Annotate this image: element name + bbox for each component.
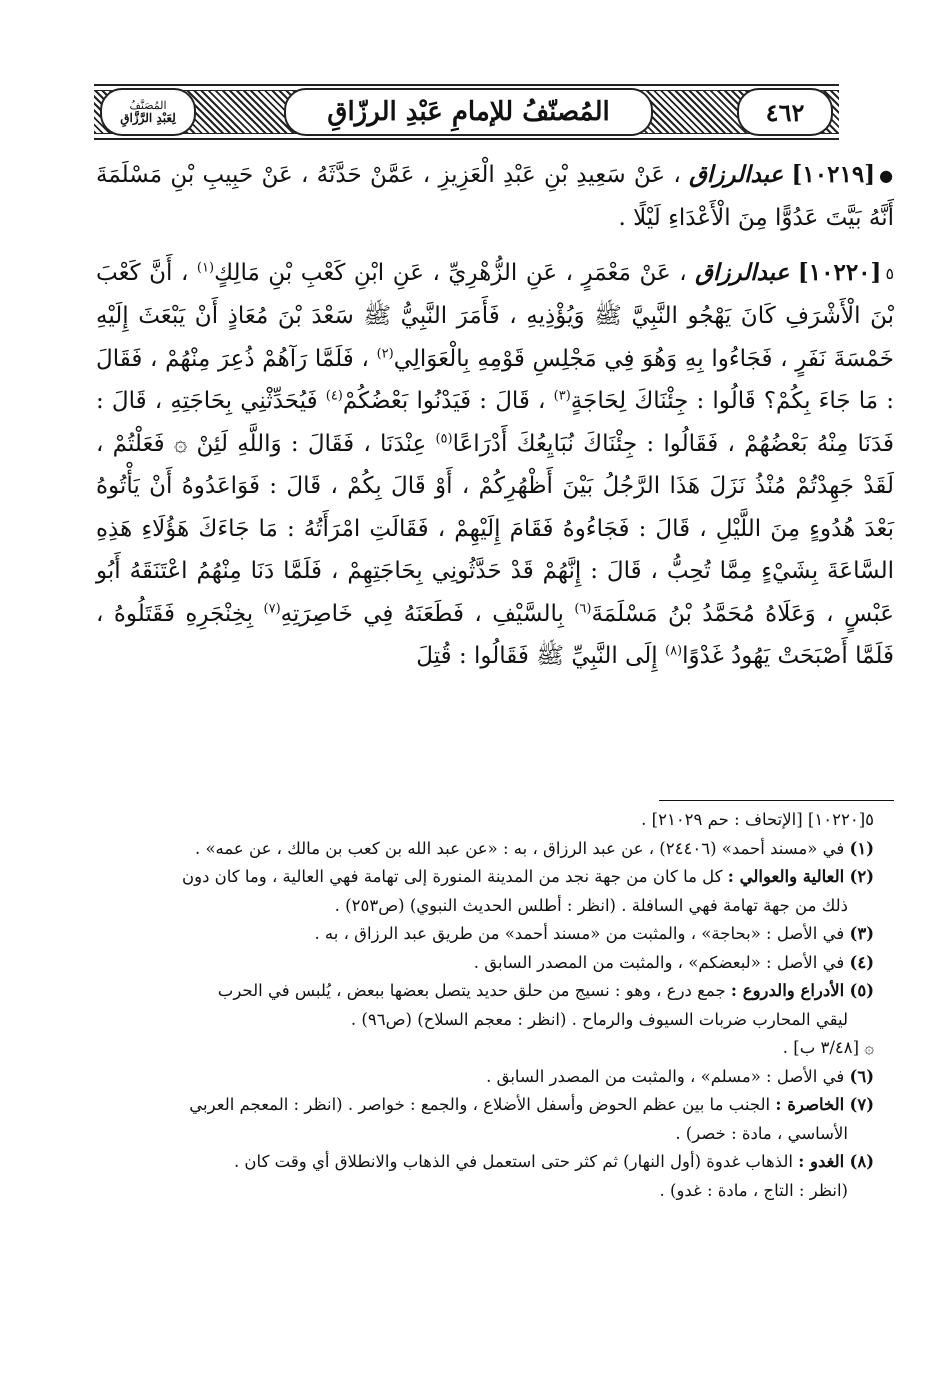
folio-reference: ۞ [٣/٤٨ ب] . [782,1038,874,1057]
book-logo [100,88,196,136]
footnote-number: (٦) [849,1066,874,1086]
footnote-text: في الأصل : «لبعضكم» ، والمثبت من المصدر السابق . [473,952,845,972]
footnote-text: الذهاب غدوة (أول النهار) ثم كثر حتى استعمل في الذهاب والانطلاق أي وقت كان . [233,1152,793,1171]
footnote-text: الجنب ما بين عظم الحوض وأسفل الأضلاع ، والجمع : خواصر . (انظر : المعجم العربي [189,1095,771,1114]
hadith-author: عبدالرزاق [695,258,790,286]
footnote-number: (٨) [849,1152,874,1171]
page-number: ٤٦٢ [765,97,805,127]
footnote-ref[interactable]: (٢) [376,345,394,361]
hadith-number: [١٠٢٢٠] [797,258,882,286]
hadith-segment: بِالسَّيْفِ ، فَطَعَنَهُ فِي خَاصِرَتِهِ [280,600,564,627]
hadith-segment: ، قَالَ : فَيَدْنُوا بَعْضُكُمْ [342,388,546,414]
footnote-1 [96,835,874,864]
page-header [94,84,839,140]
footnote-text: في «مسند أحمد» (٢٤٤٠٦) ، عن عبد الرزاق ، به : «عن عبد الله بن كعب بن مالك ، عن عمه» . [194,838,845,858]
main-text [96,154,894,678]
footnote-2 [96,863,874,892]
hadith-marker: ● [879,165,895,185]
hadith-number: [١٠٢١٩] [791,161,876,188]
footnote-ref[interactable]: (٣) [553,388,571,404]
footnote-5 [96,977,874,1006]
footnotes [96,806,874,1205]
footnote-number: (٤) [849,952,874,972]
hadith-author: عبدالرزاق [689,161,784,188]
footnote-5-cont: ليقي المحارب ضربات السيوف والرماح . (انظر : معجم السلاح) (ص٩٦) . [350,1009,848,1029]
footnote-number: (٣) [849,924,874,943]
title-cartouche [284,88,653,136]
hadith-10219 [96,154,894,240]
footnote-number: (٥) [849,981,874,1000]
footnote-8 [96,1148,874,1177]
footnote-label: الخاصرة : [775,1095,845,1114]
footnote-label: الغدو : [798,1152,845,1171]
footnote-number: (٢) [849,867,874,886]
footnote-ref[interactable]: (٧) [263,600,281,616]
book-title: المُصنّفُ للإمامِ عَبْدِ الرزّاقِ [327,97,610,127]
hadith-text: ، عَنْ سَعِيدِ بْنِ عَبْدِ الْعَزِيزِ ، عَمَّنْ حَدَّثَهُ ، عَنْ حَبِيبِ بْنِ مَسْلَمَةَ أَنَّهُ بَيَّتَ عَدُوًّا مِنَ الْأَعْدَاءِ لَيْلًا . [96,162,894,232]
footnote-text: جمع درع ، وهو : نسيج من حلق حديد يتصل بعضها ببعض ، يُلبس في الحرب [217,981,726,1000]
hadith-segment: ، عَنْ مَعْمَرٍ ، عَنِ الزُّهْرِيِّ ، عَنِ ابْنِ كَعْبِ بْنِ مَالِكٍ [214,259,687,286]
logo-line-2: لِعَبْدِ الرَّزَّاقِ [120,110,176,125]
page-number-cartouche [737,88,833,136]
footnote-ref[interactable]: (٨) [664,643,683,659]
footnote-7 [96,1091,874,1120]
footnote-number: (٧) [849,1095,874,1114]
hadith-segment: بِخِنْجَرِهِ فَقَتَلُوهُ ، فَلَمَّا أَصْبَحَتْ يَهُودُ غَدْوًا [96,600,894,669]
footnote-text: كل ما كان من جهة نجد من المدينة المنورة إلى تهامة فهي العالية ، وما كان دون [181,867,723,886]
footnote-label: الأدراع والدروع : [730,981,845,1000]
footnote-ref[interactable]: (٤) [325,388,343,404]
footnote-ref[interactable]: (١) [196,260,215,276]
footnote-8-cont: (انظر : التاج ، مادة : غدو) . [659,1180,848,1200]
footnote-4 [96,949,874,978]
logo-line-1: المُصَنَّفُ [129,98,167,112]
hadith-marker: ٥ [885,263,895,283]
footnote-6 [96,1063,874,1092]
hadith-segment: فَيُحَدِّثْنِي بِحَاجَتِهِ ، قَالَ : فَدَنَا مِنْهُ بَعْضُهُمْ ، فَقَالُوا : جِئْنَاكَ نُبَايِعُكَ أَدْرَاعًا [96,388,895,457]
footnote-source: ٥[١٠٢٢٠] [الإتحاف : حم ٢١٠٢٩] . [641,810,874,829]
hadith-segment: عِنْدَنَا ، فَقَالَ : وَاللَّهِ لَئِنْ ۞ فَعَلْتُمْ ، لَقَدْ جَهِدْتُمْ مُنْذُ نَزَلَ هَذَا الرَّجُلُ بَيْنَ أَظْهُرِكُمْ ، أَوْ قَالَ بِكُمْ ، قَالَ : فَوَاعَدُوهُ أَنْ يَأْتُوهُ بَعْدَ هُدُوءٍ مِنَ اللَّيْلِ ، قَالَ : فَجَاءُوهُ فَقَامَ إِلَيْهِمْ ، فَقَالَتِ امْرَأَتُهُ : مَا جَاءَكَ هَؤُلَاءِ هَذِهِ السَّاعَةَ بِشَيْءٍ مِمَّا تُحِبُّ ، قَالَ : إِنَّهُمْ قَدْ حَدَّثُونِي بِحَاجَتِهِمْ ، فَلَمَّا دَنَا مِنْهُمُ اعْتَنَقَهُ أَبُو عَبْسٍ ، وَعَلَاهُ مُحَمَّدُ بْنُ مَسْلَمَةَ [96,430,894,627]
hadith-segment: ، أَنَّ كَعْبَ بْنَ الْأَشْرَفِ كَانَ يَهْجُو النَّبِيَّ ﷺ وَيُؤْذِيهِ ، فَأَمَرَ النَّبِيُّ ﷺ سَعْدَ بْنَ مُعَاذٍ أَنْ يَبْعَثَ إِلَيْهِ خَمْسَةَ نَفَرٍ ، فَجَاءُوا بِهِ وَهُوَ فِي مَجْلِسِ قَوْمِهِ بِالْعَوَالِي [96,259,895,372]
footnote-ref[interactable]: (٦) [574,600,592,616]
footnote-separator [659,800,894,801]
footnote-number: (١) [849,838,874,858]
hadith-10220 [96,252,894,678]
footnote-label: العالية والعوالي : [727,867,845,886]
footnote-2-cont: ذلك من جهة تهامة فهي السافلة . (انظر : أطلس الحديث النبوي) (ص٢٥٣) . [334,895,848,915]
footnote-text: في الأصل : «مسلم» ، والمثبت من المصدر السابق . [486,1066,845,1086]
footnote-ref[interactable]: (٥) [435,430,453,446]
footnote-7-cont: الأساسي ، مادة : خصر) . [675,1123,848,1143]
hadith-segment: ، فَلَمَّا رَآهُمْ ذُعِرَ مِنْهُمْ ، فَقَالَ : مَا جَاءَ بِكُمْ؟ قَالُوا : جِئْنَاكَ لِحَاجَةٍ [96,345,895,414]
footnote-3 [96,920,874,949]
hadith-segment: إِلَى النَّبِيِّ ﷺ فَقَالُوا : قُتِلَ [416,643,658,669]
footnote-text: في الأصل : «بحاجة» ، والمثبت من «مسند أحمد» من طريق عبد الرزاق ، به . [314,924,845,943]
